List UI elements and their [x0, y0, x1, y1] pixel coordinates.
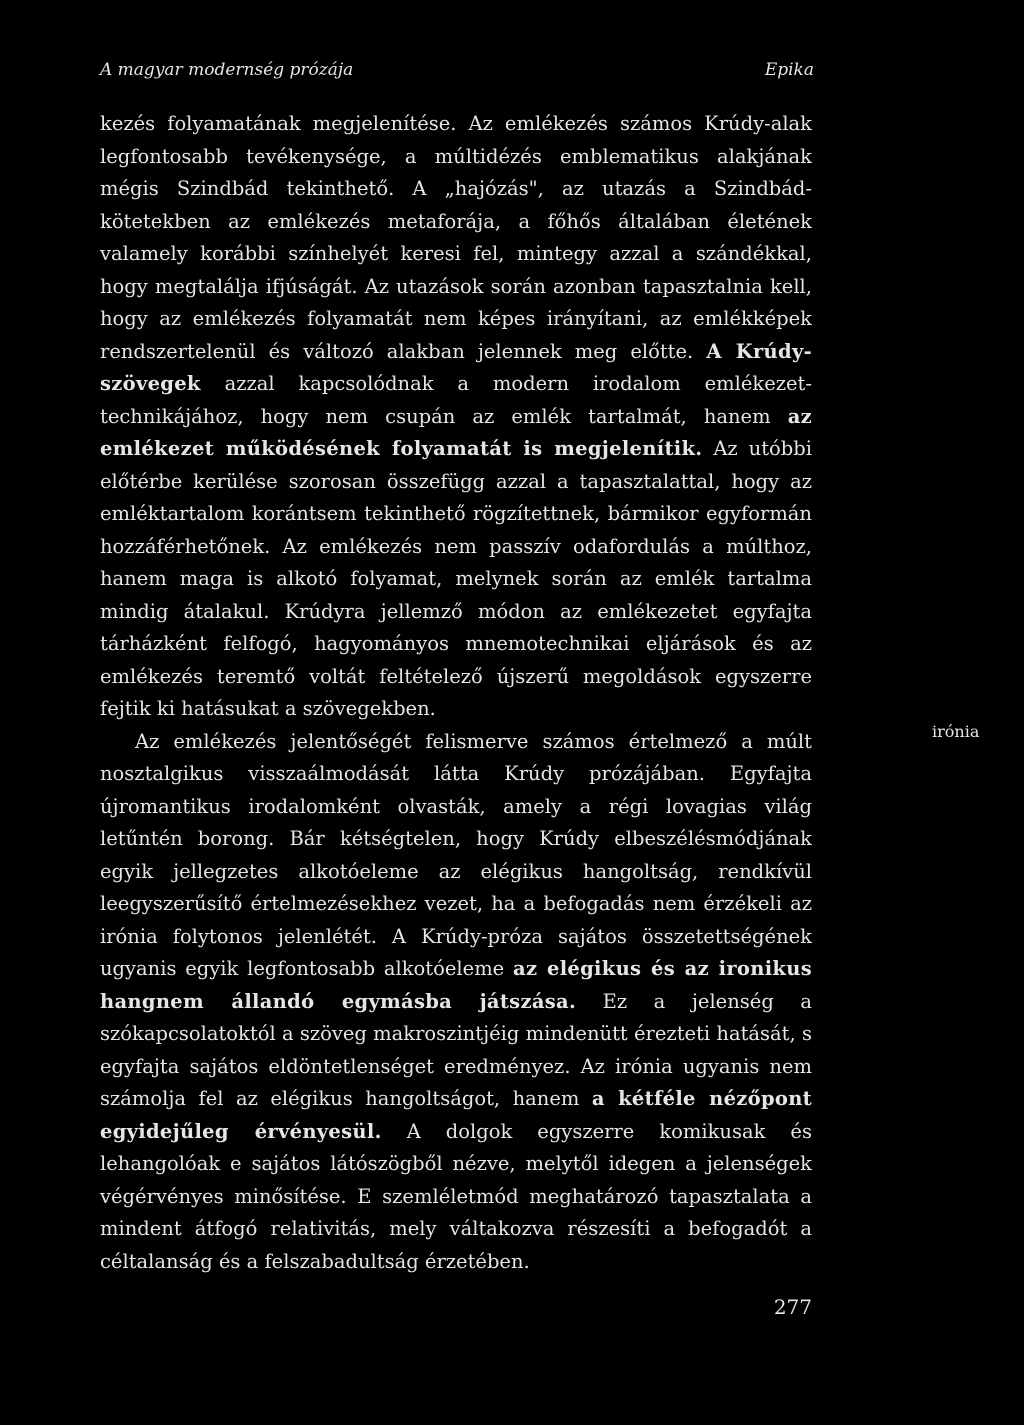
paragraph-1-bold-1: A Krúdy-szövegek: [100, 339, 812, 395]
paragraph-1-text-3: Az utóbbi előtérbe kerülése szorosan összefügg azzal a tapasztalattal, hogy az emléktartalom korántsem tekinthető rögzítettnek, bármikor egyformán hozzáférhetőnek. Az emlékezés nem passzív odafordulás a múlthoz, hanem maga is alkotó folyamat, melynek során az emlék tartalma mindig átalakul. Krúdyra jellemző módon az emlékezetet egyfajta tárházként felfogó, hagyományos mnemotechnikai eljárások és az emlékezés teremtő voltát feltételező újszerű megoldások egyszerre fejtik ki hatásukat a szövegekben.: [100, 437, 812, 720]
paragraph-1-bold-2: az emlékezet működésének folyamatát is megjelenítik.: [100, 404, 812, 460]
paragraph-2-text-2: Ez a jelenség a szókapcsolatoktól a szöveg makroszintjéig mindenütt érezteti hatását, s egyfajta sajátos eldöntetlenséget eredményez. Az irónia ugyanis nem számolja fel az elégikus hangoltságot, hanem: [100, 989, 812, 1110]
margin-note: irónia: [932, 722, 980, 741]
paragraph-1-text-1: kezés folyamatának megjelenítése. Az emlékezés számos Krúdy-alak legfontosabb tevékenysége, a múltidézés emblematikus alakjának mégis Szindbád tekinthető. A „hajózás", az utazás a Szindbád-kötetekben az emlékezés metaforája, a főhős általában életének valamely korábbi színhelyét keresi fel, mintegy azzal a szándékkal, hogy megtalálja ifjúságát. Az utazások során azonban tapasztalnia kell, hogy az emlékezés folyamatát nem képes irányítani, az emlékképek rendszertelenül és változó alakban jelennek meg előtte.: [100, 112, 812, 363]
body-text: [100, 108, 812, 1278]
paragraph-2-bold-1: az elégikus és az ironikus hangnem állandó egymásba játszása.: [100, 957, 812, 1013]
page-number: 277: [773, 1295, 812, 1319]
paragraph-1-text-2: azzal kapcsolódnak a modern irodalom emlékezet-technikájához, hogy nem csupán az emlék tartalmát, hanem: [100, 372, 812, 428]
header-section-title: Epika: [764, 60, 814, 80]
paragraph-2-bold-2: a kétféle nézőpont egyidejűleg érvényesül.: [100, 1087, 812, 1143]
paragraph-1: [100, 108, 812, 726]
header-book-title: A magyar modernség prózája: [100, 60, 354, 80]
paragraph-2-text-3: A dolgok egyszerre komikusak és lehangolóak e sajátos látószögből nézve, melytől idegen a jelenségek végérvényes minősítése. E szemléletmód meghatározó tapasztalata a mindent átfogó relativitás, mely váltakozva részesíti a befogadót a céltalanság és a felszabadultság érzetében.: [100, 1119, 812, 1273]
paragraph-2: [100, 726, 812, 1279]
paragraph-2-text-1: Az emlékezés jelentőségét felismerve számos értelmező a múlt nosztalgikus visszaálmodását látta Krúdy prózájában. Egyfajta újromantikus irodalomként olvasták, amely a régi lovagias világ letűntén borong. Bár kétségtelen, hogy Krúdy elbeszélésmódjának egyik jellegzetes alkotóeleme az elégikus hangoltság, rendkívül leegyszerűsítő értelmezésekhez vezet, ha a befogadás nem érzékeli az irónia folytonos jelenlétét. A Krúdy-próza sajátos összetettségének ugyanis egyik legfontosabb alkotóeleme: [100, 729, 812, 980]
